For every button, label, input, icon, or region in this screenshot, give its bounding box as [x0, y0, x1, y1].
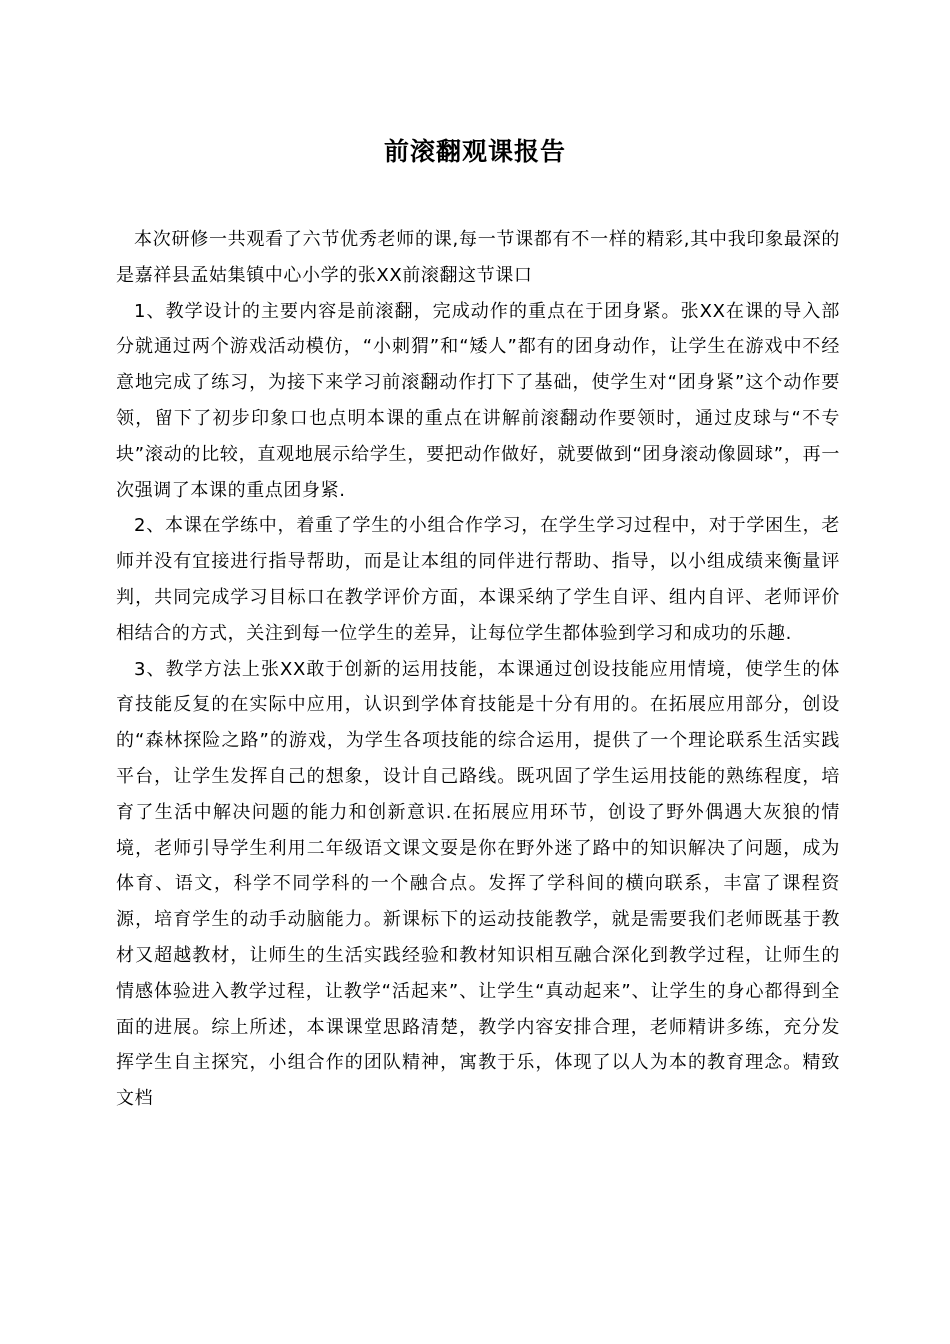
section-1-paragraph: 1、教学设计的主要内容是前滚翻，完成动作的重点在于团身紧。张XX在课的导入部分就通过两个游戏活动模仿，“小刺猬”和“矮人”都有的团身动作，让学生在游戏中不经意地完成了练习，为接下来学习前滚翻动作打下了基础，使学生对“团身紧”这个动作要领，留下了初步印象口也点明本课的重点在讲解前滚翻动作要领时，通过皮球与“不专块”滚动的比较，直观地展示给学生，要把动作做好，就要做到“团身滚动像圆球”，再一次强调了本课的重点团身紧.	[116, 300, 840, 501]
document-title: 前滚翻观课报告	[383, 137, 566, 166]
section-3-paragraph: 3、教学方法上张XX敢于创新的运用技能，本课通过创设技能应用情境，使学生的体育技能反复的在实际中应用，认识到学体育技能是十分有用的。在拓展应用部分，创设的“森林探险之路”的游戏，为学生各项技能的综合运用，提供了一个理论联系生活实践平台，让学生发挥自己的想象，设计自己路线。既巩固了学生运用技能的熟练程度，培育了生活中解决问题的能力和创新意识.在拓展应用环节，创设了野外偶遇大灰狼的情境，老师引导学生利用二年级语文课文耍是你在野外迷了路中的知识解决了问题，成为体育、语文，科学不同学科的一个融合点。发挥了学科间的横向联系，丰富了课程资源，培育学生的动手动脑能力。新课标下的运动技能教学，就是需要我们老师既基于教材又超越教材，让师生的生活实践经验和教材知识相互融合深化到教学过程，让师生的情感体验进入教学过程，让教学“活起来”、让学生“真动起来”、让学生的身心都得到全面的进展。综上所述，本课课堂思路清楚，教学内容安排合理，老师精讲多练，充分发挥学生自主探究，小组合作的团队精神，寓教于乐，体现了以人为本的教育理念。精致文档	[116, 658, 840, 1110]
section-2-paragraph: 2、本课在学练中，着重了学生的小组合作学习，在学生学习过程中，对于学困生，老师并没有宜接进行指导帮助，而是让本组的同伴进行帮助、指导，以小组成绩来衡量评判，共同完成学习目标口在教学评价方面，本课采纳了学生自评、组内自评、老师评价相结合的方式，关注到每一位学生的差异，让每位学生都体验到学习和成功的乐趣.	[116, 515, 840, 644]
document-body	[116, 222, 840, 1117]
intro-paragraph: 本次研修一共观看了六节优秀老师的课,每一节课都有不一样的精彩,其中我印象最深的是嘉祥县孟姑集镇中心小学的张XX前滚翻这节课口	[116, 229, 840, 286]
